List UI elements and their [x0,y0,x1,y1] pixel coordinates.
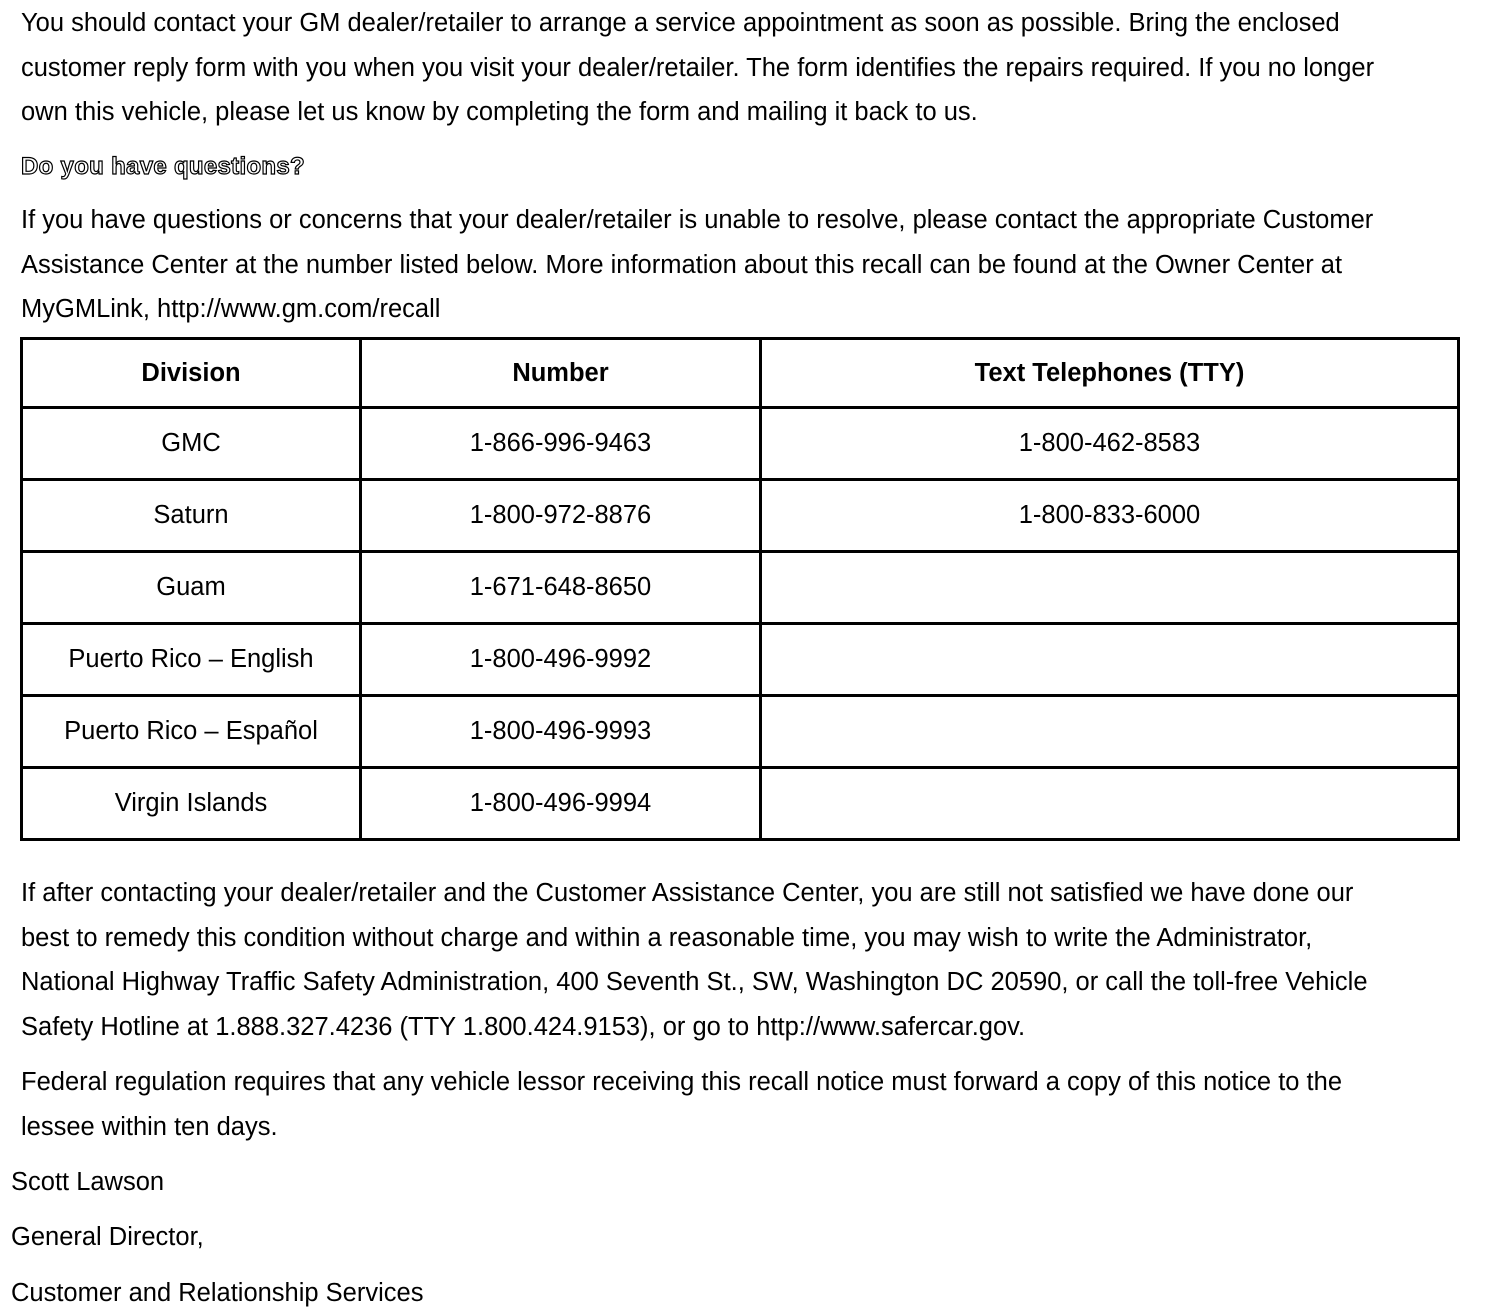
header-division: Division [22,339,361,408]
table-row [22,768,1459,840]
division-cell: Guam [22,552,361,624]
table-row [22,552,1459,624]
number-cell: 1-866-996-9463 [361,408,761,480]
number-cell: 1-671-648-8650 [361,552,761,624]
tty-cell [761,624,1459,696]
intro-line: You should contact your GM dealer/retailer to arrange a service appointment as soon as possible. Bring the enclosed [21,9,1340,37]
division-cell: GMC [22,408,361,480]
nhtsa-line: Safety Hotline at 1.888.327.4236 (TTY 1.800.424.9153), or go to http://www.safercar.gov. [21,1012,1026,1041]
tty-cell [761,552,1459,624]
nhtsa-line: National Highway Traffic Safety Administration, 400 Seventh St., SW, Washington DC 20590, or call the toll-free Vehicle [21,968,1368,996]
signature-title: General Director, [11,1223,204,1251]
questions-line: MyGMLink, http://www.gm.com/recall [21,295,441,323]
division-cell: Puerto Rico – English [22,624,361,696]
nhtsa-paragraph [21,871,1483,1049]
signature-name: Scott Lawson [11,1168,165,1196]
number-cell: 1-800-496-9993 [361,696,761,768]
division-cell: Saturn [22,480,361,552]
number-cell: 1-800-496-9992 [361,624,761,696]
division-cell: Virgin Islands [22,768,361,840]
header-tty: Text Telephones (TTY) [761,339,1459,408]
lessor-line: Federal regulation requires that any vehicle lessor receiving this recall notice must forward a copy of this notice to the [21,1068,1342,1096]
table-row [22,480,1459,552]
questions-line: If you have questions or concerns that your dealer/retailer is unable to resolve, please contact the appropriate Customer [21,206,1374,234]
tty-cell [761,696,1459,768]
number-cell: 1-800-496-9994 [361,768,761,840]
intro-paragraph [21,1,1483,135]
questions-paragraph [21,198,1483,332]
tty-cell: 1-800-833-6000 [761,480,1459,552]
intro-line: own this vehicle, please let us know by completing the form and mailing it back to us. [21,98,978,126]
contact-table [20,337,1460,841]
table-row [22,624,1459,696]
signature-department: Customer and Relationship Services [11,1279,424,1307]
division-cell: Puerto Rico – Español [22,696,361,768]
nhtsa-line: best to remedy this condition without charge and within a reasonable time, you may wish to write the Administrator, [21,923,1313,952]
intro-line: customer reply form with you when you visit your dealer/retailer. The form identifies the repairs required. If you no longer [21,53,1375,82]
questions-heading: Do you have questions? [21,153,305,180]
table-row [22,408,1459,480]
number-cell: 1-800-972-8876 [361,480,761,552]
header-number: Number [361,339,761,408]
questions-line: Assistance Center at the number listed below. More information about this recall can be found at the Owner Center at [21,250,1343,279]
table-row [22,696,1459,768]
lessor-paragraph [21,1060,1483,1149]
tty-cell [761,768,1459,840]
nhtsa-line: If after contacting your dealer/retailer and the Customer Assistance Center, you are still not satisfied we have done our [21,879,1354,907]
tty-cell: 1-800-462-8583 [761,408,1459,480]
table-header-row [22,339,1459,408]
lessor-line: lessee within ten days. [21,1112,278,1141]
